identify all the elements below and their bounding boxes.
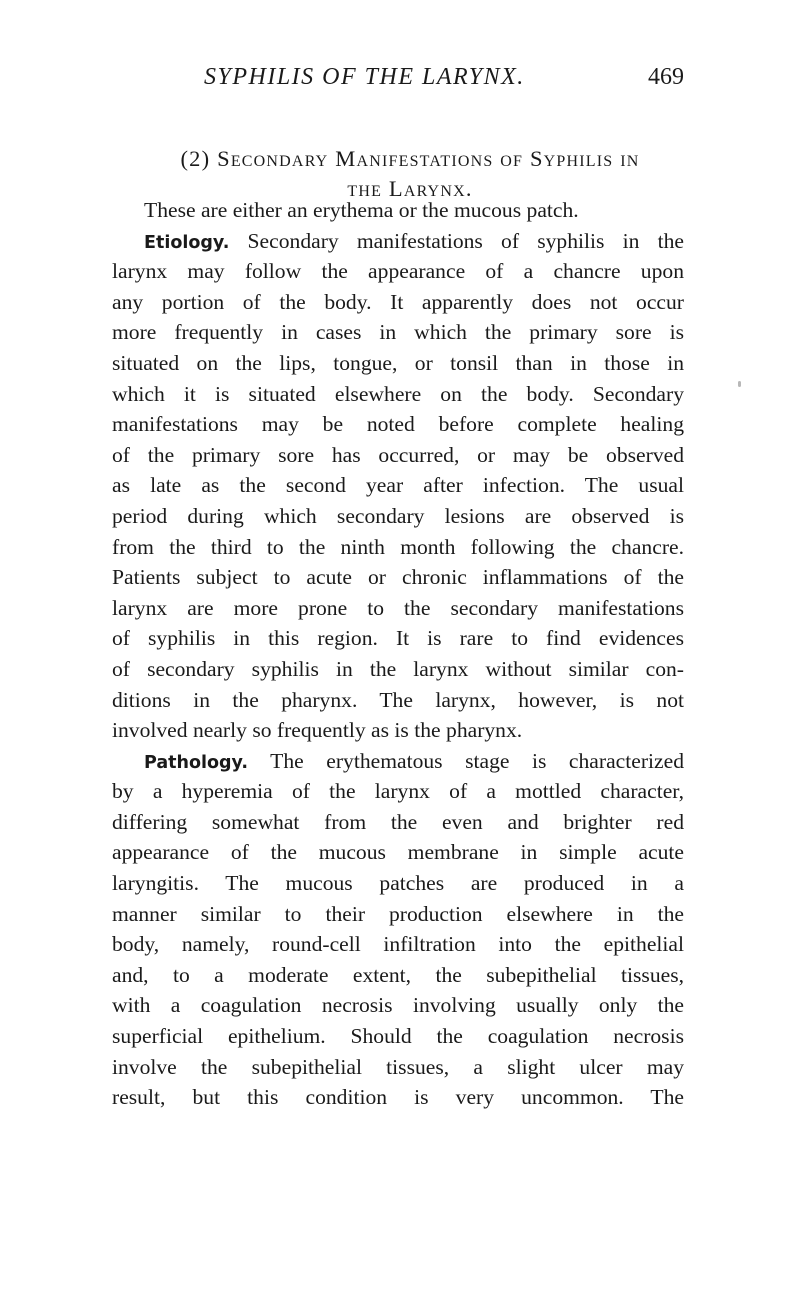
text-line: larynx are more prone to the secondary manifestations <box>112 595 684 620</box>
text-line: as late as the second year after infection. The usual <box>112 473 684 498</box>
section-heading-line-2: the Larynx. <box>347 176 473 201</box>
margin-ink-speck <box>738 381 741 387</box>
running-title: SYPHILIS OF THE LARYNX. <box>204 64 525 90</box>
text-line: of secondary syphilis in the larynx without similar con- <box>112 656 684 681</box>
text-line: any portion of the body. It apparently does not occur <box>112 289 684 314</box>
text-line: situated on the lips, tongue, or tonsil than in those in <box>112 350 684 375</box>
text-line: of syphilis in this region. It is rare to find evidences <box>112 626 684 651</box>
text-line: with a coagulation necrosis involving usually only the <box>112 993 684 1018</box>
text-line: manner similar to their production elsewhere in the <box>112 901 684 926</box>
text-line: Secondary manifestations of syphilis in the <box>229 228 684 253</box>
text-line: appearance of the mucous membrane in simple acute <box>112 840 684 865</box>
intro-paragraph: These are either an erythema or the mucous patch. <box>144 198 579 222</box>
text-line: which it is situated elsewhere on the body. Secondary <box>112 381 684 406</box>
text-line: of the primary sore has occurred, or may be observed <box>112 442 684 467</box>
section-heading-line-1: (2) Secondary Manifestations of Syphilis in <box>180 146 640 171</box>
text-line: superficial epithelium. Should the coagulation necrosis <box>112 1024 684 1049</box>
text-line: and, to a moderate extent, the subepithelial tissues, <box>112 962 684 987</box>
etiology-run-in-heading: Etiology. <box>144 232 230 253</box>
text-line: involved nearly so frequently as is the pharynx. <box>112 718 523 743</box>
text-line: Patients subject to acute or chronic inflammations of the <box>112 565 684 590</box>
text-line: manifestations may be noted before complete healing <box>112 412 684 437</box>
text-line: involve the subepithelial tissues, a slight ulcer may <box>112 1054 684 1079</box>
text-line: result, but this condition is very uncommon. The <box>112 1085 684 1110</box>
text-line: more frequently in cases in which the primary sore is <box>112 320 684 345</box>
pathology-first-line <box>112 746 684 777</box>
running-head <box>112 64 684 98</box>
text-line: by a hyperemia of the larynx of a mottled character, <box>112 779 684 804</box>
pathology-run-in-heading: Pathology. <box>144 752 249 773</box>
text-line: laryngitis. The mucous patches are produced in a <box>112 871 684 896</box>
text-line: period during which secondary lesions are observed is <box>112 503 684 528</box>
page-number: 469 <box>648 64 684 90</box>
etiology-first-line <box>112 226 684 257</box>
text-line: ditions in the pharynx. The larynx, however, is not <box>112 687 684 712</box>
text-line: larynx may follow the appearance of a chancre upon <box>112 259 684 284</box>
text-line: from the third to the ninth month following the chancre. <box>112 534 684 559</box>
text-line: differing somewhat from the even and brighter red <box>112 809 684 834</box>
body-text <box>112 195 684 1113</box>
text-line: The erythematous stage is characterized <box>248 748 684 773</box>
text-line: body, namely, round-cell infiltration into the epithelial <box>112 932 684 957</box>
